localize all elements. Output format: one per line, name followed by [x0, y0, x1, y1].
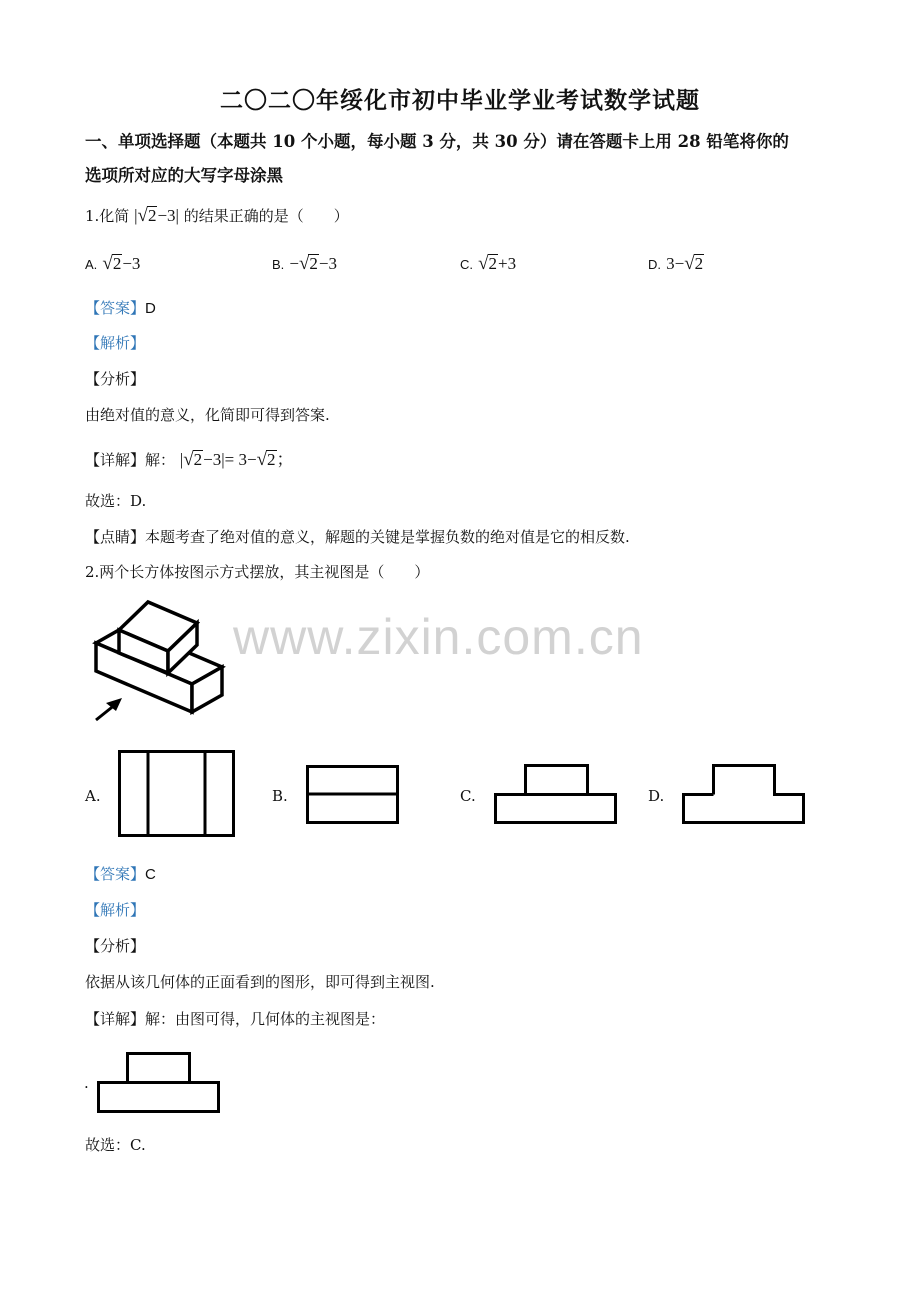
option-pre: 3− [666, 254, 685, 273]
sqrt-sign-icon: √ [256, 449, 268, 470]
sqrt-sign-icon: √ [102, 253, 113, 274]
question-1-option-d[interactable] [648, 253, 704, 275]
question-1-detail [85, 445, 294, 471]
radicand: 2 [267, 450, 276, 469]
question-2-option-c-figure[interactable] [494, 764, 618, 826]
question-2-stem: 2.两个长方体按图示方式摆放，其主视图是（ ） [85, 563, 430, 581]
question-2-solution-figure [97, 1052, 223, 1114]
option-post: −3 [318, 254, 338, 273]
question-1-stem [85, 205, 349, 227]
sqrt-sign-icon: √ [684, 253, 695, 274]
option-post: +3 [498, 254, 517, 273]
question-1-suffix: 的结果正确的是（ ） [183, 207, 349, 225]
detail-expr-part: | [179, 450, 184, 469]
option-label: D. [648, 257, 661, 272]
option-post: −3 [122, 254, 141, 273]
option-d-outline [684, 766, 804, 823]
abs-bar-left: | [134, 206, 138, 225]
option-expression [666, 254, 704, 273]
question-1-fenxi-tag: 【分析】 [85, 370, 146, 388]
question-2-fenxi-text: 依据从该几何体的正面看到的图形，即可得到主视图. [85, 973, 435, 991]
option-a-outline [120, 752, 234, 836]
sqrt-sign-icon: √ [298, 253, 310, 274]
question-1-dianjing [85, 526, 630, 547]
detail-text: 解：由图可得，几何体的主视图是： [145, 1010, 386, 1028]
page-title: 二〇二〇年绥化市初中毕业学业考试数学试题 [220, 87, 700, 114]
question-2-option-b-figure[interactable] [306, 765, 400, 825]
question-2-detail-dot: . [84, 1074, 89, 1092]
section-header-line2: 选项所对应的大写字母涂黑 [85, 166, 283, 185]
solution-bottom-rect [99, 1083, 219, 1112]
section-header-line1: 一、单项选择题（本题共 10 个小题，每小题 3 分，共 30 分）请在答题卡上用 28 铅笔将你的 [85, 132, 789, 151]
answer-value: D [145, 300, 156, 317]
question-2-jiexi-tag: 【解析】 [85, 901, 146, 919]
watermark: www.zixin.com.cn [233, 609, 644, 665]
radicand: 2 [193, 450, 203, 469]
question-1-option-b[interactable] [272, 253, 337, 275]
radicand: 2 [488, 254, 498, 273]
detail-expr-part: −3|= 3− [203, 450, 257, 469]
option-label: B. [272, 257, 285, 272]
option-expression [478, 254, 516, 273]
option-label: A. [85, 257, 98, 272]
sqrt-sign-icon: √ [183, 449, 194, 470]
question-2-option-d-label: D. [648, 787, 665, 805]
abs-bar-right: | [175, 206, 179, 225]
answer-value: C [145, 866, 156, 883]
sqrt-sign-icon: √ [478, 253, 489, 274]
question-1-prefix: 1.化简 [85, 207, 130, 225]
question-1-option-a[interactable] [85, 253, 140, 275]
option-c-bottom-rect [496, 795, 616, 823]
option-pre: − [289, 254, 299, 273]
detail-expression [180, 450, 294, 469]
radicand: 2 [147, 206, 157, 225]
detail-tag: 【详解】 [85, 1010, 146, 1028]
option-expression [102, 254, 140, 273]
radicand: 2 [112, 254, 122, 273]
option-label: C. [460, 257, 473, 272]
question-2-answer [85, 863, 156, 884]
question-2-conclusion: 故选：C. [85, 1136, 146, 1154]
question-1-jiexi-tag: 【解析】 [85, 334, 146, 352]
question-1-fenxi-text: 由绝对值的意义，化简即可得到答案. [85, 406, 330, 424]
detail-prefix: 解： [145, 451, 176, 469]
stacked-boxes-figure [90, 598, 230, 724]
answer-tag: 【答案】 [85, 865, 146, 883]
question-2-option-b-label: B. [272, 787, 288, 805]
solution-top-rect [128, 1054, 190, 1083]
dianjing-tag: 【点睛】 [85, 528, 146, 546]
detail-expr-part: ； [276, 450, 294, 469]
expression-rest: −3 [157, 206, 176, 225]
question-1-conclusion: 故选：D. [85, 492, 147, 510]
question-2-option-c-label: C. [460, 787, 476, 805]
question-1-option-c[interactable] [460, 253, 516, 275]
question-2-detail [85, 1008, 385, 1029]
radicand: 2 [694, 254, 704, 273]
question-2-option-d-figure[interactable] [682, 764, 806, 826]
option-c-top-rect [526, 766, 588, 795]
question-1-expression [134, 206, 179, 225]
detail-tag: 【详解】 [85, 451, 146, 469]
question-2-fenxi-tag: 【分析】 [85, 937, 146, 955]
question-1-answer [85, 297, 156, 318]
option-expression [289, 254, 337, 273]
answer-tag: 【答案】 [85, 299, 146, 317]
question-2-option-a-label: A. [85, 787, 101, 805]
dianjing-text: 本题考查了绝对值的意义，解题的关键是掌握负数的绝对值是它的相反数. [145, 528, 630, 546]
radicand: 2 [309, 254, 318, 273]
sqrt-sign-icon: √ [137, 205, 148, 226]
question-2-option-a-figure[interactable] [118, 750, 236, 838]
